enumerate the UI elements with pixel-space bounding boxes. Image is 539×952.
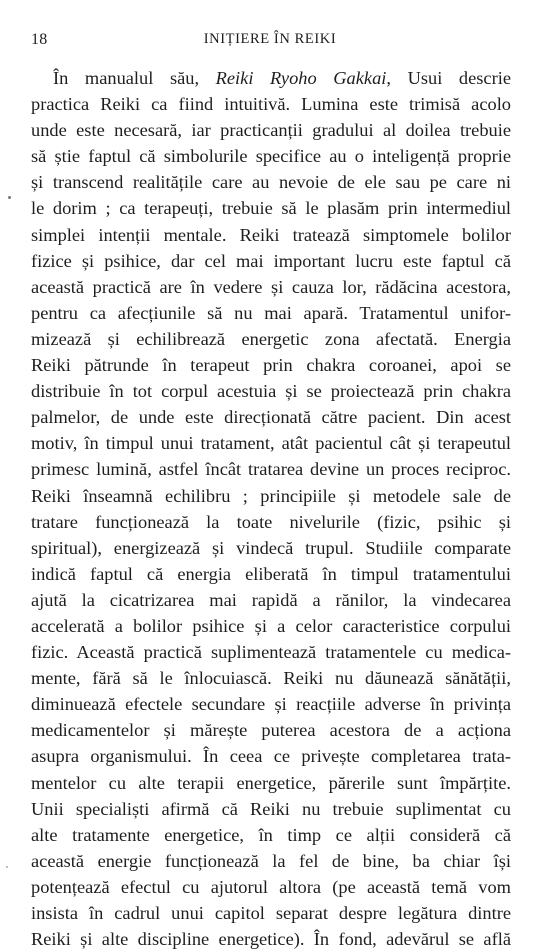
page-number: 18 <box>31 31 48 48</box>
text-line: asupra organismului. În ceea ce privește completarea trata- <box>31 746 511 767</box>
text-line: tratare funcționează la toate nivelurile (fizic, psihic și <box>31 511 511 532</box>
scan-speck <box>8 196 11 199</box>
italic-title: Reiki Ryoho Gakkai <box>215 68 387 88</box>
running-head <box>31 31 509 53</box>
text-line: mizează și echilibrează energetic zona afectată. Energia <box>31 328 511 349</box>
body-paragraph <box>31 65 511 952</box>
text-line: această energie funcționează la fel de bine, ba chiar își <box>31 850 511 871</box>
text-line: unde este necesară, iar practicanții gradului al doilea trebuie <box>31 120 511 141</box>
text-line: și transcend realitățile care au nevoie de ele sau pe care ni <box>31 172 511 193</box>
text-line: practica Reiki ca fiind intuitivă. Lumina este trimisă acolo <box>31 94 511 115</box>
text-line <box>31 65 511 91</box>
text-line: indică faptul că energia eliberată în timpul tratamentului <box>31 563 511 584</box>
text-line: accelerată a bolilor psihice și a celor caracteristice corpului <box>31 615 511 636</box>
text-line: Reiki și alte discipline energetice). În fond, adevărul se află <box>31 929 511 950</box>
text-line: insista în cadrul unui capitol separat despre legătura dintre <box>31 903 511 923</box>
text-line: primesc lumină, astfel încât tratarea devine un proces reciproc. <box>31 459 511 480</box>
text-line: le dorim ; ca terapeuți, trebuie să le plasăm prin intermediul <box>31 198 511 219</box>
text-line: să știe faptul că simbolurile specifice au o inteligență proprie <box>31 146 511 167</box>
text-line: mente, fără să le înlocuiască. Reiki nu dăunează sănătății, <box>31 668 511 689</box>
text-segment: , Usui descrie <box>386 68 511 88</box>
text-line: această practică are în vedere și cauza lor, rădăcina acestora, <box>31 276 511 297</box>
text-line: alte tratamente energetice, în timp ce alții consideră că <box>31 824 511 845</box>
text-line: Unii specialiști afirmă că Reiki nu trebuie suplimentat cu <box>31 798 511 819</box>
text-line: fizice și psihice, dar cel mai important lucru este faptul că <box>31 250 511 271</box>
text-line: medicamentelor și mărește puterea acestora de a acționa <box>31 720 511 741</box>
text-line: mentelor cu alte terapii energetice, părerile sunt împărțite. <box>31 772 511 793</box>
text-line: fizic. Această practică suplimentează tratamentele cu medica- <box>31 642 511 663</box>
text-line: spiritual), energizează și vindecă trupul. Studiile comparate <box>31 537 511 558</box>
text-line: ajută la cicatrizarea mai rapidă a rănilor, la vindecarea <box>31 589 511 610</box>
text-line: Reiki înseamnă echilibru ; principiile și metodele sale de <box>31 485 511 506</box>
text-line: simplei intenții mentale. Reiki tratează simptomele bolilor <box>31 224 511 245</box>
text-line: Reiki pătrunde în terapeut prin chakra coroanei, apoi se <box>31 355 511 376</box>
text-line: pentru ca afecțiunile să nu mai apară. Tratamentul unifor- <box>31 302 511 323</box>
text-line: potențează efectul cu ajutorul altora (pe această temă vom <box>31 876 511 897</box>
text-line: motiv, în timpul unui tratament, atât pacientul cât și terapeutul <box>31 433 511 454</box>
text-line: palmelor, de unde este direcționată către pacient. Din acest <box>31 407 511 428</box>
text-segment: În manualul său, <box>53 68 216 88</box>
running-title: INIȚIERE ÎN REIKI <box>203 31 337 47</box>
text-line: distribuie în tot corpul acestuia și se proiectează prin chakra <box>31 381 511 402</box>
scan-speck <box>6 866 8 868</box>
text-line: diminuează efectele secundare și reacțiile adverse în privința <box>31 694 511 715</box>
